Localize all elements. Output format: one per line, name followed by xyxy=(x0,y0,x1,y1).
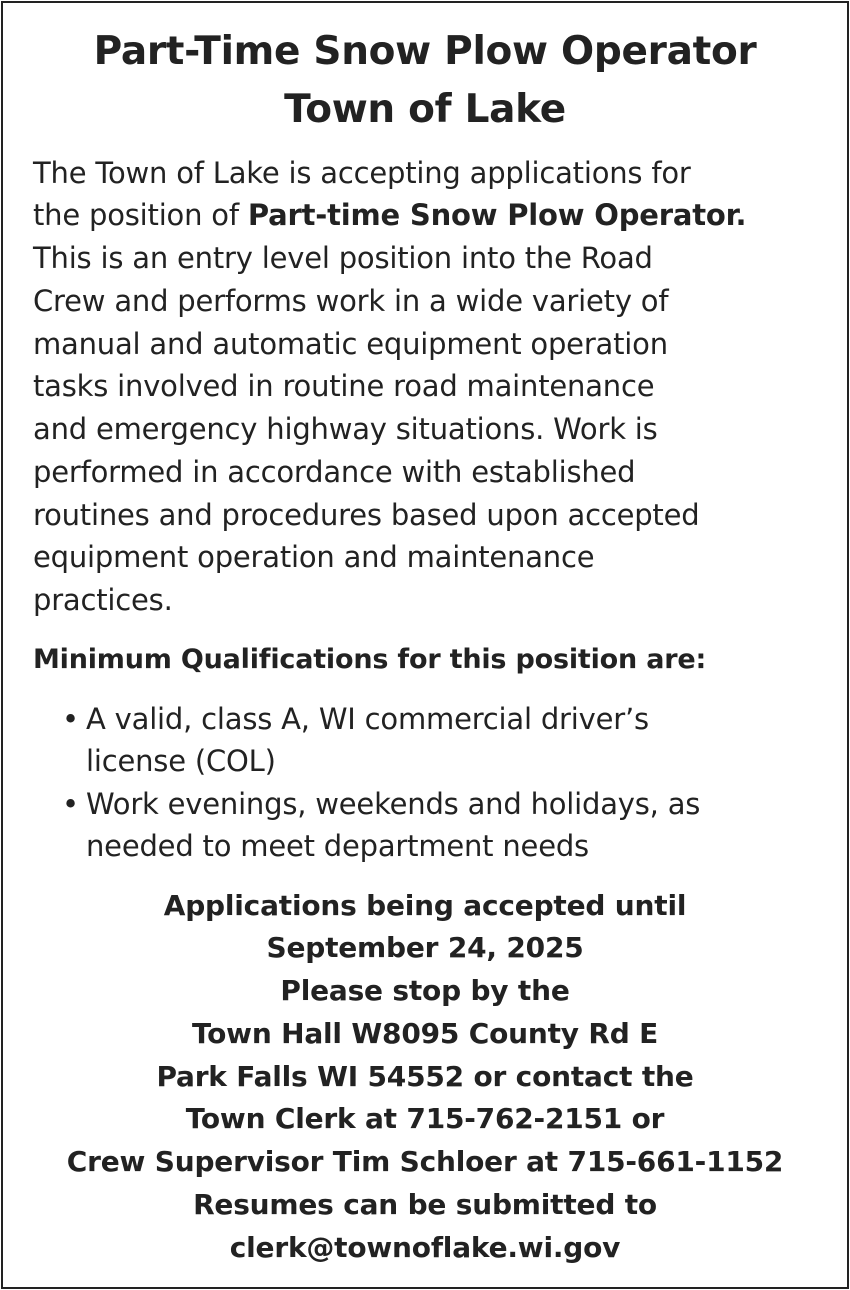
body-line: manual and automatic equipment operation xyxy=(33,327,668,361)
deadline-date: September 24, 2025 xyxy=(266,931,584,964)
qualification-text: A valid, class A, WI commercial driver’s xyxy=(86,702,649,736)
resume-line: Resumes can be submitted to xyxy=(193,1188,657,1221)
bullet-icon: • xyxy=(62,702,80,736)
deadline-line: Applications being accepted until xyxy=(163,889,687,922)
body-line: and emergency highway situations. Work is xyxy=(33,412,658,446)
clerk-phone-line: Town Clerk at 715-762-2151 or xyxy=(185,1102,665,1135)
email-address: clerk@townoflake.wi.gov xyxy=(229,1231,621,1264)
body-line-position xyxy=(33,195,746,235)
ad-subtitle: Town of Lake xyxy=(284,87,566,132)
qualifications-heading: Minimum Qualifications for this position are: xyxy=(33,644,707,675)
body-line: practices. xyxy=(33,583,173,617)
supervisor-phone-line: Crew Supervisor Tim Schloer at 715-661-1152 xyxy=(66,1145,784,1178)
bullet-icon: • xyxy=(62,787,80,821)
address-line: Park Falls WI 54552 or contact the xyxy=(156,1060,694,1093)
qualification-text: needed to meet department needs xyxy=(86,829,589,863)
qualification-text: Work evenings, weekends and holidays, as xyxy=(86,787,701,821)
body-line: tasks involved in routine road maintenance xyxy=(33,369,655,403)
contact-line: Please stop by the xyxy=(280,974,570,1007)
body-line: routines and procedures based upon accepted xyxy=(33,498,700,532)
body-line: This is an entry level position into the Road xyxy=(33,241,653,275)
body-line: performed in accordance with established xyxy=(33,455,636,489)
body-line-prefix: the position of xyxy=(33,198,248,232)
qualification-text: license (COL) xyxy=(86,744,276,778)
ad-title: Part-Time Snow Plow Operator xyxy=(93,29,757,74)
address-line: Town Hall W8095 County Rd E xyxy=(191,1017,659,1050)
body-line: equipment operation and maintenance xyxy=(33,540,595,574)
position-title: Part-time Snow Plow Operator. xyxy=(247,198,747,232)
body-line: Crew and performs work in a wide variety of xyxy=(33,284,669,318)
body-line: The Town of Lake is accepting applications for xyxy=(33,156,691,190)
